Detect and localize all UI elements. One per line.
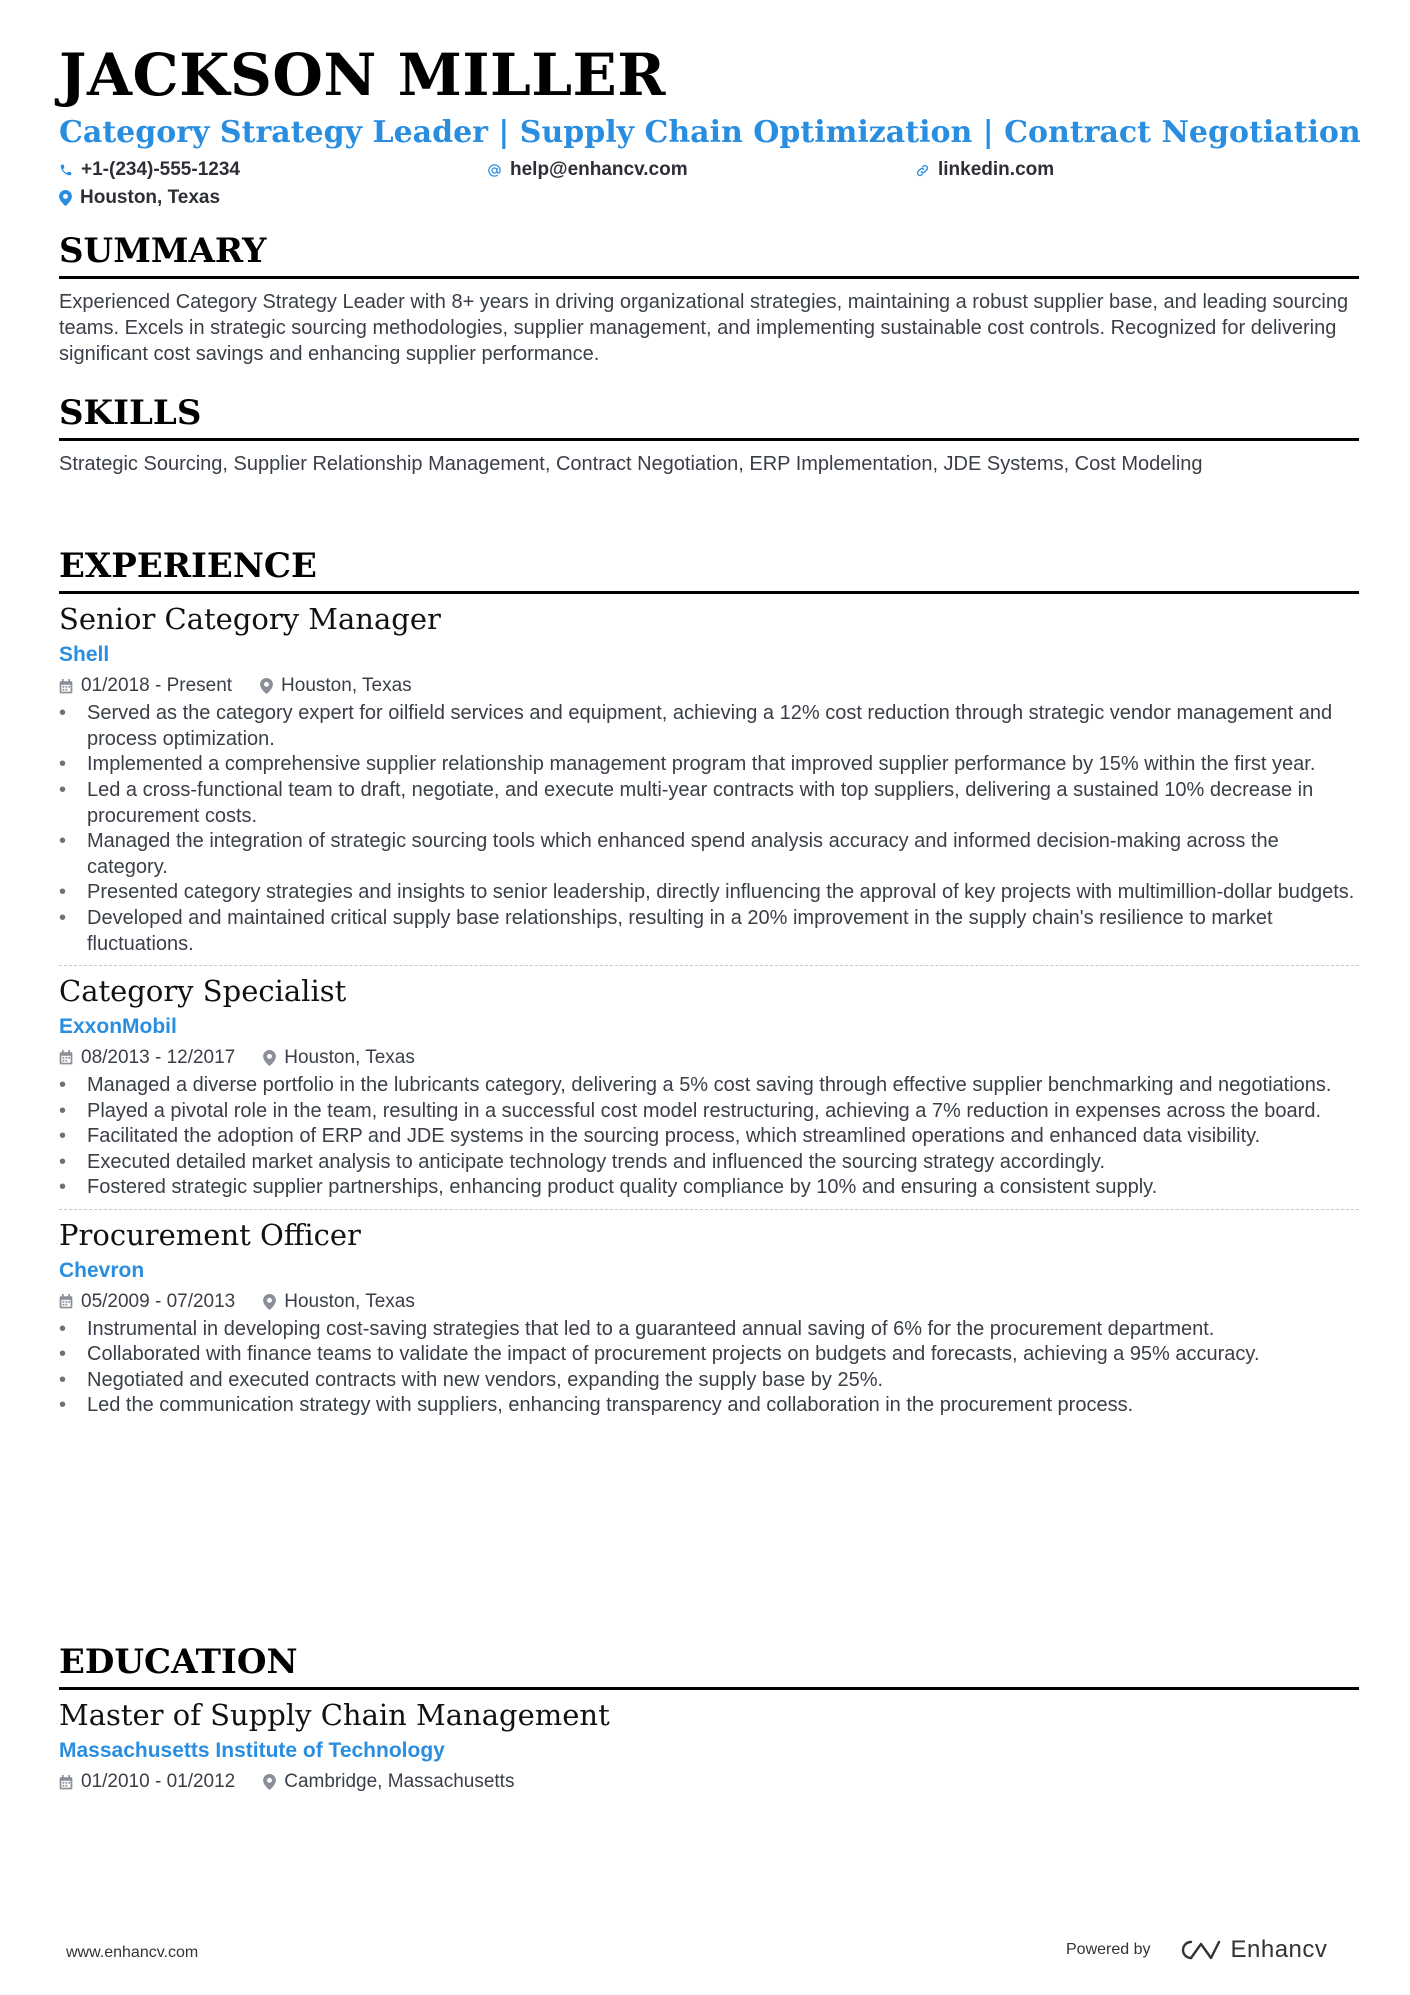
bullet-item: • Collaborated with finance teams to validate the impact of procurement projects on budgets and forecasts, achieving a 95% accuracy. [59, 1342, 1359, 1368]
powered-by-label: Powered by [1066, 1941, 1151, 1958]
job-entry [59, 602, 1359, 966]
education-rule [59, 1687, 1359, 1690]
degree: Master of Supply Chain Management [59, 1698, 610, 1733]
location-pin-icon [263, 1774, 276, 1790]
contact-location [59, 187, 220, 209]
bullet-item: • Played a pivotal role in the team, resulting in a successful cost model restructuring, achieving a 7% reduction in expenses across the board. [59, 1099, 1359, 1125]
skills-text: Strategic Sourcing, Supplier Relationship Management, Contract Negotiation, ERP Implementation, JDE Systems, Cost Modeling [59, 453, 1203, 476]
school[interactable]: Massachusetts Institute of Technology [59, 1739, 445, 1763]
link-icon [915, 163, 930, 178]
linkedin-text: linkedin.com [938, 159, 1055, 180]
enhancv-logo-icon [1177, 1938, 1223, 1962]
summary-rule [59, 276, 1359, 279]
job-dates: 05/2009 - 07/2013 [81, 1290, 236, 1312]
education-title: EDUCATION [59, 1642, 298, 1682]
bullet-item: • Fostered strategic supplier partnerships, enhancing product quality compliance by 10% and ensuring a consistent supply. [59, 1175, 1359, 1201]
education-dates: 01/2010 - 01/2012 [81, 1771, 236, 1793]
contact-linkedin[interactable] [915, 159, 1054, 181]
headline: Category Strategy Leader | Supply Chain Optimization | Contract Negotiation [59, 115, 1361, 150]
skills-section [59, 395, 1359, 477]
location-pin-icon [263, 1294, 276, 1310]
job-divider [59, 1209, 1359, 1210]
education-meta [59, 1771, 1359, 1793]
experience-title: EXPERIENCE [59, 546, 317, 586]
calendar-icon [59, 679, 73, 694]
job-entry [59, 974, 1359, 1210]
job-company[interactable]: Chevron [59, 1258, 145, 1282]
job-location: Houston, Texas [284, 1290, 415, 1312]
job-dates: 01/2018 - Present [81, 675, 233, 697]
email-text: help@enhancv.com [510, 159, 688, 180]
bullet-item: • Served as the category expert for oilfield services and equipment, achieving a 12% cost reduction through strategic vendor management and process optimization. [59, 701, 1359, 752]
at-icon [487, 163, 502, 178]
education-section [59, 1644, 1359, 1793]
brand-name: Enhancv [1230, 1936, 1328, 1963]
job-role: Senior Category Manager [59, 602, 441, 637]
location-pin-icon [263, 1050, 276, 1066]
experience-rule [59, 591, 1359, 594]
bullet-item: • Developed and maintained critical supply base relationships, resulting in a 20% improvement in the supply chain's resilience to market fluctuations. [59, 906, 1359, 957]
skills-rule [59, 438, 1359, 441]
bullet-item: • Facilitated the adoption of ERP and JDE systems in the sourcing process, which streamlined operations and enhanced data visibility. [59, 1124, 1359, 1150]
candidate-name: JACKSON MILLER [59, 41, 666, 109]
summary-text: Experienced Category Strategy Leader with 8+ years in driving organizational strategies, maintaining a robust supplier base, and leading sourcing teams. Excels in strategic sourcing methodologies, supplier management, and implementing sustainable cost controls. Recognized for delivering significant cost savings and enhancing supplier performance. [59, 291, 1349, 366]
resume-page [59, 41, 1361, 1793]
job-location: Houston, Texas [281, 675, 412, 697]
phone-icon [59, 163, 73, 177]
bullet-item: • Led the communication strategy with suppliers, enhancing transparency and collaboration in the procurement process. [59, 1393, 1359, 1419]
bullet-item: • Managed a diverse portfolio in the lubricants category, delivering a 5% cost saving through effective supplier benchmarking and negotiations. [59, 1073, 1359, 1099]
summary-title: SUMMARY [59, 231, 267, 271]
job-role: Procurement Officer [59, 1217, 361, 1252]
job-divider [59, 965, 1359, 966]
job-bullets [59, 1317, 1359, 1419]
contact-phone[interactable] [59, 159, 487, 181]
bullet-item: • Negotiated and executed contracts with new vendors, expanding the supply base by 25%. [59, 1368, 1359, 1394]
phone-text: +1-(234)-555-1234 [81, 159, 240, 180]
calendar-icon [59, 1050, 73, 1065]
job-company[interactable]: Shell [59, 643, 110, 667]
job-location: Houston, Texas [284, 1046, 415, 1068]
location-pin-icon [59, 190, 72, 206]
bullet-item: • Led a cross-functional team to draft, negotiate, and execute multi-year contracts with top suppliers, delivering a sustained 10% decrease in procurement costs. [59, 778, 1359, 829]
job-entry [59, 1218, 1359, 1419]
job-role: Category Specialist [59, 974, 347, 1009]
contact-row-1 [59, 157, 1359, 183]
bullet-item: • Implemented a comprehensive supplier relationship management program that improved supplier performance by 15% within the first year. [59, 752, 1359, 778]
job-meta [59, 675, 1359, 697]
calendar-icon [59, 1294, 73, 1309]
job-dates: 08/2013 - 12/2017 [81, 1046, 236, 1068]
job-bullets [59, 1073, 1359, 1201]
education-location: Cambridge, Massachusetts [284, 1771, 515, 1793]
contact-email[interactable] [487, 159, 915, 181]
bullet-item: • Executed detailed market analysis to anticipate technology trends and influenced the sourcing strategy accordingly. [59, 1150, 1359, 1176]
job-meta [59, 1047, 1359, 1069]
bullet-item: • Instrumental in developing cost-saving strategies that led to a guaranteed annual saving of 6% for the procurement department. [59, 1317, 1359, 1343]
location-pin-icon [260, 678, 273, 694]
skills-title: SKILLS [59, 393, 202, 433]
calendar-icon [59, 1775, 73, 1790]
footer-branding[interactable] [1066, 1936, 1327, 1964]
bullet-item: • Presented category strategies and insights to senior leadership, directly influencing the approval of key projects with multimillion-dollar budgets. [59, 880, 1359, 906]
job-meta [59, 1291, 1359, 1313]
job-company[interactable]: ExxonMobil [59, 1014, 177, 1038]
summary-section [59, 233, 1359, 367]
experience-section [59, 548, 1359, 1419]
contact-row-2 [59, 185, 1359, 211]
footer-website[interactable]: www.enhancv.com [66, 1944, 199, 1961]
bullet-item: • Managed the integration of strategic sourcing tools which enhanced spend analysis accuracy and informed decision-making across the category. [59, 829, 1359, 880]
job-bullets [59, 701, 1359, 957]
location-text: Houston, Texas [80, 187, 221, 208]
